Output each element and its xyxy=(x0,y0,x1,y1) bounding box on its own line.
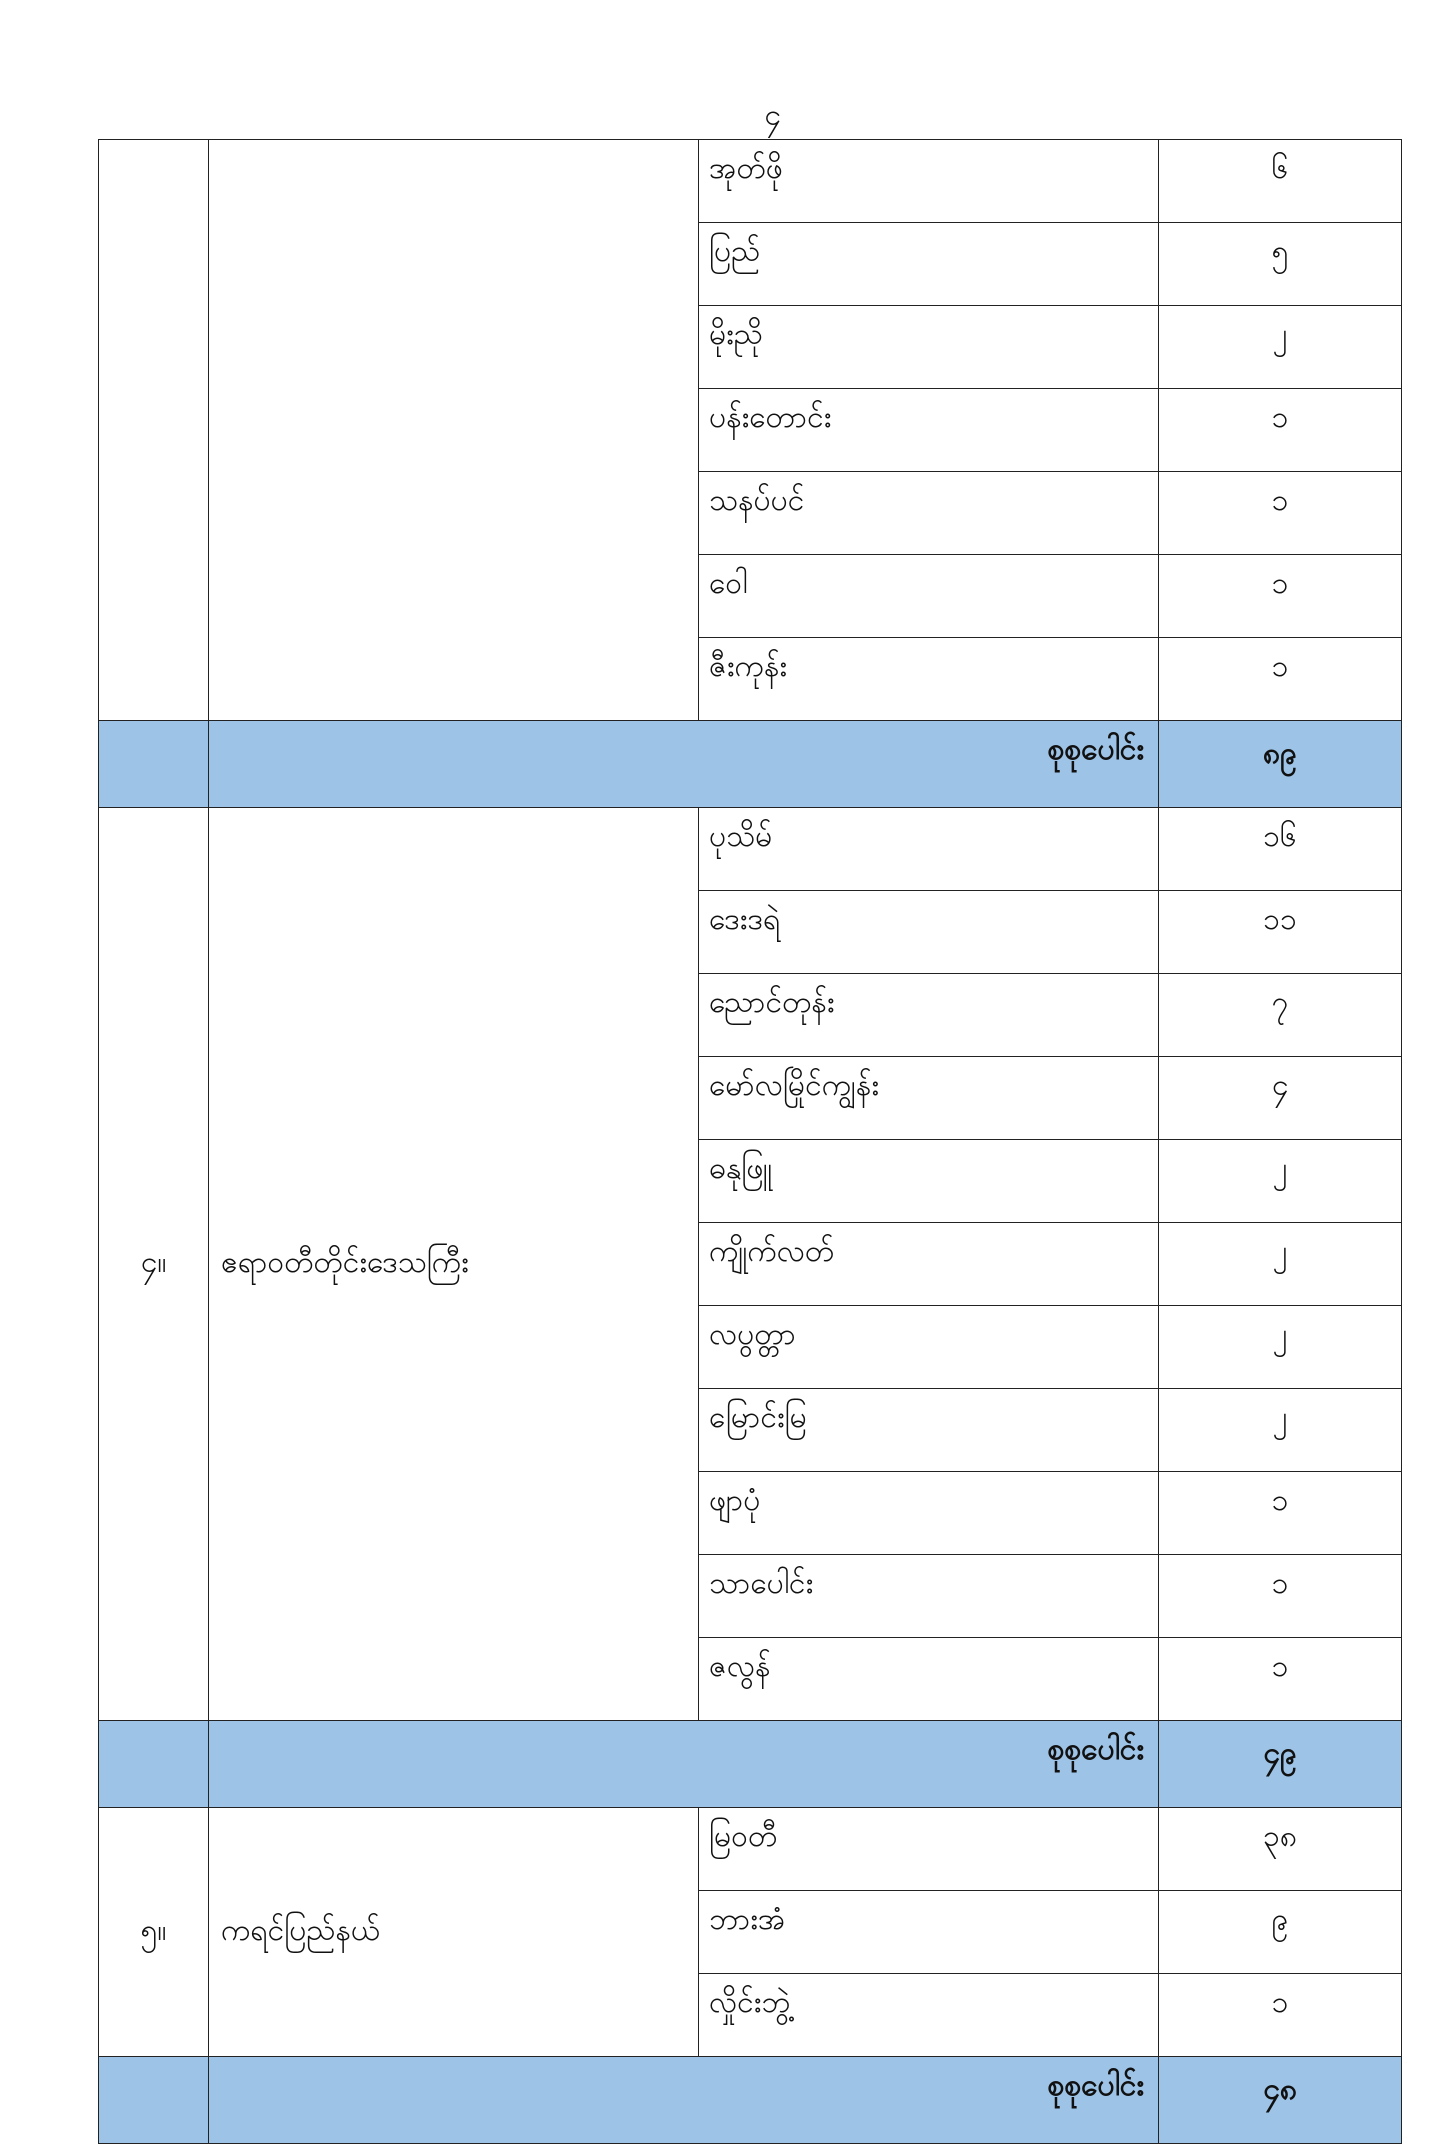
count-cell: ၁ xyxy=(1159,1555,1402,1638)
township-cell: ညောင်တုန်း xyxy=(699,974,1159,1057)
count-cell: ၅ xyxy=(1159,223,1402,306)
total-empty-cell xyxy=(99,721,209,808)
total-label: စုစုပေါင်း xyxy=(209,2057,1159,2144)
row-number-cell xyxy=(99,140,209,721)
township-cell: လပွတ္တာ xyxy=(699,1306,1159,1389)
count-cell: ၁၁ xyxy=(1159,891,1402,974)
count-cell: ၂ xyxy=(1159,306,1402,389)
count-cell: ၄ xyxy=(1159,1057,1402,1140)
township-cell: ဇီးကုန်း xyxy=(699,638,1159,721)
township-cell: ပန်းတောင်း xyxy=(699,389,1159,472)
township-cell: မိုးညို xyxy=(699,306,1159,389)
total-value: ၄၉ xyxy=(1159,1721,1402,1808)
total-value: ၄၈ xyxy=(1159,2057,1402,2144)
township-cell: ဒေးဒရဲ xyxy=(699,891,1159,974)
count-cell: ၁ xyxy=(1159,638,1402,721)
township-cell: ပုသိမ် xyxy=(699,808,1159,891)
region-cell: ကရင်ပြည်နယ် xyxy=(209,1808,699,2057)
count-cell: ၁ xyxy=(1159,389,1402,472)
count-cell: ၇ xyxy=(1159,974,1402,1057)
row-number-cell: ၄။ xyxy=(99,808,209,1721)
region-cell xyxy=(209,140,699,721)
township-cell: ကျိုက်လတ် xyxy=(699,1223,1159,1306)
township-cell: မော်လမြိုင်ကျွန်း xyxy=(699,1057,1159,1140)
count-cell: ၁ xyxy=(1159,1974,1402,2057)
township-count-table xyxy=(98,139,1402,2144)
row-number-cell: ၅။ xyxy=(99,1808,209,2057)
township-cell: ဝေါ xyxy=(699,555,1159,638)
count-cell: ၁ xyxy=(1159,1472,1402,1555)
count-cell: ၂ xyxy=(1159,1223,1402,1306)
count-cell: ၂ xyxy=(1159,1306,1402,1389)
page-number: ၄ xyxy=(764,98,781,133)
table-row xyxy=(99,140,1402,223)
region-cell: ဧရာဝတီတိုင်းဒေသကြီး xyxy=(209,808,699,1721)
table-row xyxy=(99,808,1402,891)
total-row xyxy=(99,1721,1402,1808)
total-row xyxy=(99,721,1402,808)
count-cell: ၂ xyxy=(1159,1140,1402,1223)
count-cell: ၉ xyxy=(1159,1891,1402,1974)
count-cell: ၁ xyxy=(1159,555,1402,638)
count-cell: ၆ xyxy=(1159,140,1402,223)
total-value: ၈၉ xyxy=(1159,721,1402,808)
count-cell: ၁ xyxy=(1159,1638,1402,1721)
township-cell: ဓနုဖြူ xyxy=(699,1140,1159,1223)
township-cell: ဖျာပုံ xyxy=(699,1472,1159,1555)
total-empty-cell xyxy=(99,2057,209,2144)
township-cell: ဘားအံ xyxy=(699,1891,1159,1974)
table-row xyxy=(99,1808,1402,1891)
township-cell: မြောင်းမြ xyxy=(699,1389,1159,1472)
count-cell: ၁၆ xyxy=(1159,808,1402,891)
township-cell: ပြည် xyxy=(699,223,1159,306)
count-cell: ၂ xyxy=(1159,1389,1402,1472)
total-empty-cell xyxy=(99,1721,209,1808)
total-label: စုစုပေါင်း xyxy=(209,1721,1159,1808)
township-cell: မြဝတီ xyxy=(699,1808,1159,1891)
township-cell: အုတ်ဖို xyxy=(699,140,1159,223)
township-cell: သနပ်ပင် xyxy=(699,472,1159,555)
township-cell: ဇလွန် xyxy=(699,1638,1159,1721)
count-cell: ၃၈ xyxy=(1159,1808,1402,1891)
township-cell: သာပေါင်း xyxy=(699,1555,1159,1638)
count-cell: ၁ xyxy=(1159,472,1402,555)
township-cell: လှိုင်းဘွဲ့ xyxy=(699,1974,1159,2057)
total-label: စုစုပေါင်း xyxy=(209,721,1159,808)
total-row xyxy=(99,2057,1402,2144)
